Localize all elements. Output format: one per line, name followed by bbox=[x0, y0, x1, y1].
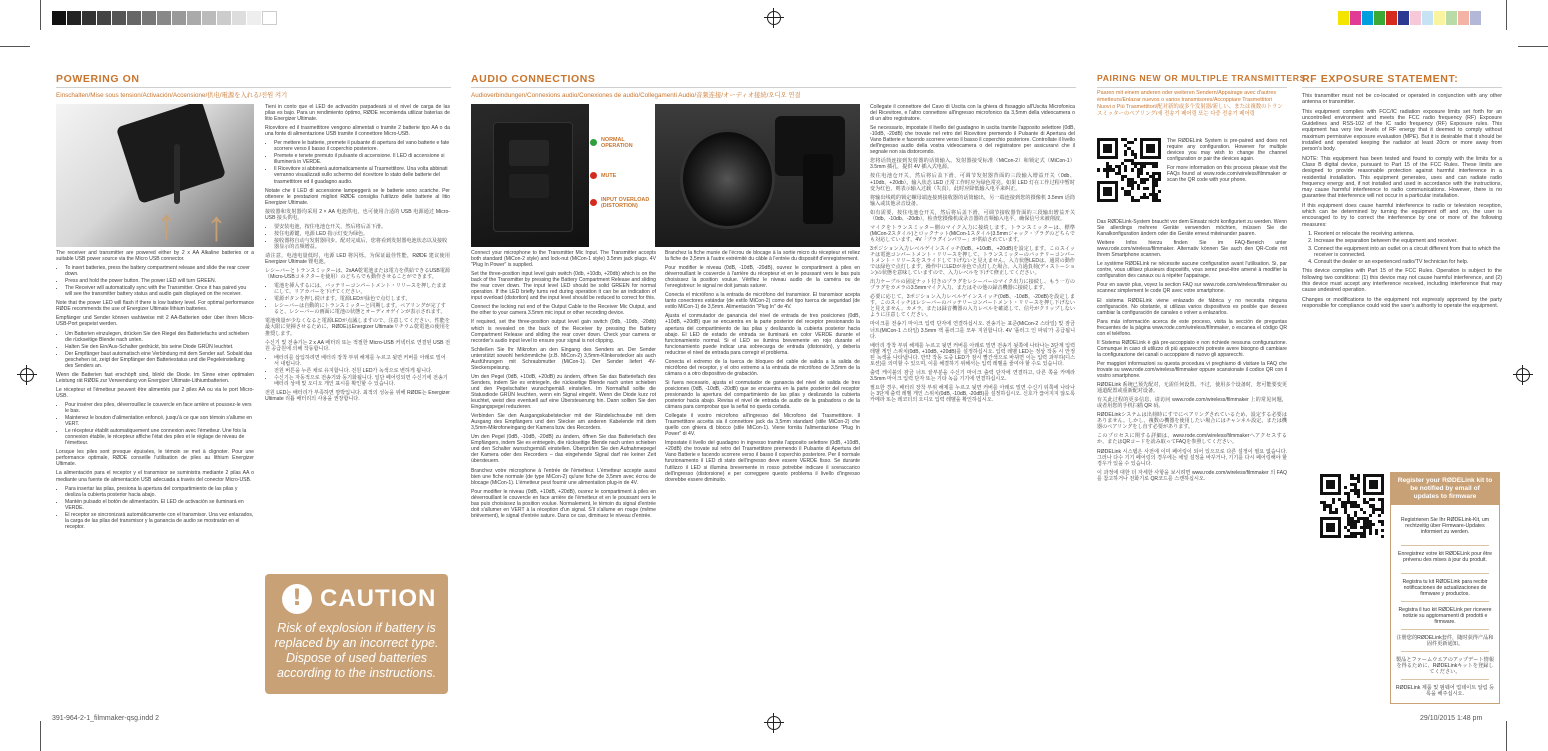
pairing-en-p1: The RØDELink System is pre-paired and does not require any configuration. However for multiple devices you may wish to change the channel configuration or pair the devices again. bbox=[1167, 138, 1287, 163]
arrow-up-icon: ↑ bbox=[156, 200, 177, 247]
audio-ja-p4: 必要に応じて、3ポジション入力レベルゲインスイッチ(0dB、-10dB、-20dB)を設定します。このスイッチはレシーバーのバッテリーコンパートメント・リリースを押し下げないと見えません。カメラ、または録音機器の入力レベルを確認して、信号がクリップしないように注意してください。 bbox=[870, 294, 1075, 319]
list-item: • 수신기는 자동적으로 전송기와 동기화됩니다. 일단 페어링되면 수신기에 전송기 배터리 상태 및 오디오 게인 표시를 확인할 수 있습니다. bbox=[274, 375, 450, 387]
crop-mark bbox=[0, 46, 30, 47]
divider bbox=[1401, 651, 1489, 652]
rf-column bbox=[1302, 93, 1502, 463]
audio-ja-p3: 出力ケーブルの固定ナット付きのプラグをレシーバーのマイク出力に接続し、もう一方のプラグをカメラの3.5mmマイク入力、またはその他の録音機器に接続します。 bbox=[870, 279, 1075, 292]
list-item: • 按住电源键，电源 LED 指示灯变为绿色。 bbox=[274, 231, 450, 237]
footer-filename: 391-964-2-1_filmmaker-qsg.indd 2 bbox=[52, 715, 159, 722]
audio-it-p4: Se necessario, impostate il livello del guadagno in uscita tramite l'apposito selettore (0dB, -10dB, -20dB) che trovate nel retro del Ricevitore premendo il Pulsante di Apertura del Vano Batterie e facendo scorrere verso il basso il coperchio posteriore. Controllate il livello dell'ingresso audio della vostra videocamera o del registratore per assicurarvi che il segnale non sia distorcendo. bbox=[870, 125, 1075, 156]
register-box bbox=[1390, 472, 1500, 704]
rf-p3: NOTE: This equipment has been tested and found to comply with the limits for a Class B digital device, pursuant to Part 15 of the FCC Rules. These limits are designed to provide reasonable protection against harmful interference in a residential installation. This equipment generates, uses and can radiate radio frequency energy and, if not installed and used in accordance with the instructions, may cause harmful interference to radio communications. However, there is no guarantee that interference will not occur in a particular installation. bbox=[1302, 155, 1502, 200]
audio-zh-p2: 按住电池仓开关，然后将后盖下滑，可调节发射器背面的三段输入增益开关（0db、+10db、+20db）。输入状态 LED 正常工作时应为绿色常亮。如果 LED 灯在工作过程中暂时变为红色，则表示输入过载（失真），此时应降低输入电平来纠正。 bbox=[870, 173, 1075, 192]
list-item: • Premete e tenete premuto il pulsante di accensione. Il LED di accensione si illuminerà in VERDE. bbox=[274, 153, 450, 165]
pairing-fr-p2: Pour en savoir plus, voyez la section FAQ sur www.rode.com/wireless/filmmaker ou scannez simplement le code QR avec votre smartphone. bbox=[1097, 282, 1287, 295]
registration-mark-top bbox=[767, 11, 781, 25]
list-item: • Mantén pulsado el botón de alimentación. El LED de activación se iluminará en VERDE. bbox=[65, 499, 254, 511]
rf-p2: This equipment complies with FCC/IC radiation exposure limits set forth for an uncontrolled environment and meets the FCC radio frequency (RF) Exposure Guidelines and RSS-102 of the IC radio frequency (RF) Exposure rules. This equipment has very low levels of RF energy that it deemed to comply without maximum permissive exposure evaluation (MPE). But it is desirable that it should be installed and operated keeping the radiator at least 20cm or more away from person's body. bbox=[1302, 108, 1502, 153]
divider bbox=[1401, 629, 1489, 630]
crop-mark bbox=[40, 721, 41, 751]
warning-icon: ! bbox=[282, 584, 312, 614]
register-item: 注册您的RØDELink套件，随时获得产品和固件更新通知。 bbox=[1396, 635, 1494, 647]
audio-es-p1: Conecta el micrófono a la entrada de micrófono del transmisor. El transmisor acepta tanto conectores estándar (de estilo MiCon-2) como del tipo tuerca de seguridad (de estilo MiCon-1) de 3,5mm. Alimentación "Plug In" de 4V. bbox=[665, 292, 860, 311]
register-item: Enregistrez votre kit RØDELink pour être prévenu des mises à jour du produit. bbox=[1398, 551, 1492, 563]
audio-fr-p3: Branchez la fiche munie de l'écrou de blocage à la sortie micro du récepteur et reliez la fiche de 3,5mm à l'autre extrémité du câble à l'entrée du dispositif d'enregistrement. bbox=[665, 250, 860, 263]
audio-column-2 bbox=[665, 250, 860, 700]
audio-es-p3: Conecta el extremo de la tuerca de bloqueo del cable de salida a la salida de micrófono del receptor, y el otro extremo a la entrada de micrófono de 3,5mm de la cámara o a otro dispositivo de grabación. bbox=[665, 358, 860, 377]
list-item: • 電池を挿入するには、バッテリーコンパートメント・リリースを押したままにして、リアカバーを下げてください。 bbox=[274, 283, 450, 295]
audio-column-3 bbox=[870, 104, 1075, 700]
audio-title: AUDIO CONNECTIONS bbox=[471, 73, 596, 85]
powering-zh-note: 请注意，电池电量低时，电源 LED 将闪烁。为保证最佳性能，RØDE 建议使用 Energizer Ultimate 锂电池。 bbox=[265, 252, 450, 266]
pairing-title: PAIRING NEW OR MULTIPLE TRANSMITTERS bbox=[1097, 73, 1306, 83]
powering-en-note: Note that the power LED will flash if there is low battery level. For optimal performance RØDE recommends the use of Energizer Ultimate lithium batteries. bbox=[56, 300, 254, 313]
audio-it-p3: Collegate il connettore del Cavo di Uscita con la ghiera di fissaggio all'Uscita Microfonica del Ricevitore, e l'altro connettore all'ingresso microfonico da 3,5mm della videocamera o di un altro registratore. bbox=[870, 104, 1075, 123]
list-item: • Halten Sie den Ein/Aus-Schalter gedrückt, bis seine Diode GRÜN leuchtet. bbox=[65, 344, 254, 350]
powering-ko-intro: 수신기 및 전송기는 2 x AA 배터리 또는 적절한 Micro-USB 커넥터로 연결된 USB 전원 공급원에 의해 작동합니다. bbox=[265, 339, 450, 352]
audio-ja-p1: マイクをトランスミッター側のマイク入力に接続します。トランスミッターは、標準(MiCon-2スタイル)とロックナット(MiCon-1スタイル)3.5mmジャック・プラグのどちらでも対応しています。4V「プラグインパワー」が供給されています。 bbox=[870, 224, 1075, 243]
audio-fr-p2: Pour modifier le niveau (0dB, +10dB, +20dB), ouvrez le compartiment à piles en déverrouillant le couvercle en face arrière de l'émetteur et en le poussant vers le bas puis choisissez la position voulue. Normalement, le témoin du signal d'entrée doit s'allumer en VERT à la réception d'un signal. S'il s'allume en rouge (même brièvement), le signal d'entrée sature. Dans ce cas, diminuez le niveau d'entrée. bbox=[471, 488, 656, 519]
pairing-ja-p2: このプロセスに関する詳細は、www.rode.com/wireless/filmmakerへアクセスするか、またはQRコードを読み取ってFAQを参照してください。 bbox=[1097, 433, 1287, 446]
audio-column-1 bbox=[471, 250, 656, 700]
list-item: 4. Consult the dealer or an experienced radio/TV technician for help. bbox=[1314, 259, 1502, 265]
register-item: Registra il tuo kit RØDELink per ricevere notizie su aggiornamenti di prodotti e firmware. bbox=[1398, 607, 1492, 625]
audio-es-p4: Si fuera necesario, ajusta el conmutador de ganancia del nivel de salida de tres posiciones (0dB, -10dB, -20dB) que se encuentra en la parte posterior del receptor presionando la apertura del compartimiento de las pilas y deslizando la cubierta posterior hacia abajo. Revisa el nivel de entrada de audio de la grabadora o de la cámara para comprobar que la señal no queda cortada. bbox=[665, 379, 860, 411]
pairing-en-text bbox=[1167, 138, 1287, 208]
powering-fr-intro: Le récepteur et l'émetteur peuvent être alimentés par 2 piles AA ou via le port Micro-USB. bbox=[56, 386, 254, 399]
register-heading: Register your RØDELink kit to be notified by email of updates to firmware bbox=[1391, 473, 1499, 505]
battery-photo bbox=[56, 104, 254, 247]
audio-es-p2: Ajusta el conmutador de ganancia del nivel de entrada de tres posiciones (0dB, +10dB, +20dB) que se encuentra en la parte posterior del receptor presionando la apertura del compartimiento de las pilas y deslizando la cubierta posterior hacia abajo. El LED de estado de entrada se iluminará en color VERDE durante el funcionamiento normal. Si el LED se ilumina brevemente en rojo durante el funcionamiento puede indicar una sobrecarga de entrada (distorsión), y debería reducirse el nivel de entrada para corregir el problema. bbox=[665, 313, 860, 356]
audio-subtitle: Audioverbindungen/Connexions audio/Conexiones de audio/Collegamenti Audio/音频连接/オーディオ接続/오디오 연결 bbox=[471, 92, 801, 99]
crop-mark bbox=[40, 0, 41, 30]
camera-photo bbox=[655, 104, 860, 247]
divider bbox=[1401, 601, 1489, 602]
pairing-subtitle: Paaren mit einem anderen oder weiteren Sendern/Appairage avec d'autres émetteurs/Enlazar nuevos o varios transmisores/Accoppiare Trasmettitori Nuovi o Più Trasmettitori/配对新的或多个发射器/新しい、または複数のトランスミッターのペアリング/새 전송기 페어링 또는 다중 전송기 페어링 bbox=[1097, 90, 1283, 117]
powering-column-2 bbox=[265, 104, 450, 569]
crop-mark bbox=[1506, 721, 1507, 751]
audio-ko-p4: 필요한 경우, 배터리 장착 부위 해제를 누르고 뒷면 커버를 아래로 밀면 수신기 뒤쪽에 나타나는 3단계 출력 레벨 게인 스위치(0dB, -10dB, -20dB)를 설정하십시오. 신호가 끊어지지 않도록 카메라 또는 레코더의 오디오 입력 레벨을 확인하십시오. bbox=[870, 384, 1075, 403]
caution-box bbox=[265, 574, 448, 694]
audio-zh-p1: 您将话筒连接到发射器的话筒输入。发射器接受标准（MiCon-2）和锁定式（MiCon-1）3.5mm 插孔，提供 4V 插入式电源。 bbox=[870, 158, 1075, 171]
pairing-fr-p1: Le système RØDELink ne nécessite aucune configuration avant l'utilisation. Si, par contre, vous utilisez plusieurs dispositifs, vous serez peut-être amené à modifier la configuration des canaux ou à répéter l'appairage. bbox=[1097, 261, 1287, 280]
caution-title: CAUTION bbox=[320, 585, 437, 612]
list-item: • Per mettere le batterie, premete il pulsante di apertura del vano batterie e fate scorrere verso il basso il coperchio posteriore. bbox=[274, 140, 450, 152]
list-item: • Der Empfänger baut automatisch eine Verbindung mit dem Sender auf. Sobald das geschehen ist, zeigt der Empfänger den Batteriestatus und die Pegeleinstellung des Senders an. bbox=[65, 351, 254, 369]
audio-ko-p1: 마이크를 전송기 마이크 입력 단자에 연결하십시오. 전송기는 표준(MiCon-2 스타일) 및 잠금 너트(MiCon-1 스타일) 3.5mm 잭 플러그를 모두 지원합니다. 4V '플러그 인 파워'가 공급됩니다. bbox=[870, 321, 1075, 340]
divider bbox=[1401, 573, 1489, 574]
list-item: • El receptor se sincronizará automáticamente con el transmisor. Una vez enlazados, la carga de las pilas del transmisor y la ganancia de audio se mostrarán en el receptor. bbox=[65, 512, 254, 530]
crop-mark bbox=[1506, 0, 1507, 30]
audio-ko-p3: 출력 케이블의 잠금 너트 끝부분을 수신기 마이크 출력 단자에 연결하고, 다른 쪽을 카메라 3.5mm 마이크 입력 단자 또는 기타 녹음 기기에 연결하십시오. bbox=[870, 369, 1075, 382]
rf-p5: This device complies with Part 15 of the FCC Rules. Operation is subject to the following two conditions: (1) this device may not cause harmful interference, and (2) this device must accept any interference received, including interference that may cause undesired operation. bbox=[1302, 268, 1502, 294]
pairing-it-p2: Per maggiori informazioni su questa procedura vi preghiamo di visitare la FAQ che trovate su www.rode.com/wireless/filmmaker oppure scansionate il codice QR con il vostro smartphone. bbox=[1097, 360, 1287, 380]
list-item: • 要安装电池，按住电池仓开关，然后将后盖下滑。 bbox=[274, 224, 450, 230]
pairing-zh-p2: 有关此过程的更多信息，请访问 www.rode.com/wireless/filmmaker 上的常见问题，或者用您的手机扫描 QR 码。 bbox=[1097, 397, 1287, 410]
powering-column-1 bbox=[56, 250, 254, 700]
pairing-es-p2: Para más información acerca de este proceso, visita la sección de preguntas frecuentes de la página www.rode.com/wireless/filmmaker, o escanea el código QR con el teléfono. bbox=[1097, 318, 1287, 337]
register-item: Registrieren Sie Ihr RØDELink-Kit, um rechtzeitig über Firmware-Updates informiert zu werden. bbox=[1400, 517, 1490, 535]
registration-mark-bottom bbox=[767, 716, 781, 730]
powering-ja-intro: レシーバーとトランスミッターは、2xAA乾電池または電力を供給できるUSB電源（Micro-USBコネクターを使用）のどちらでも動作させることができます。 bbox=[265, 268, 450, 281]
list-item: • Maintenez le bouton d'alimentation enfoncé, jusqu'à ce que son témoin s'allume en VERT. bbox=[65, 415, 254, 427]
audio-en-p2: Set the three-position input level gain switch (0db, +10db, +20db) which is on the back of the Transmitter by pressing the Battery Compartment Release and sliding the rear cover down. The input level LED should be solid GREEN for normal operation. If the LED briefly turns red during operation it can be an indication of input overload (distortion) and the input level should be reduced to correct for this. bbox=[471, 271, 656, 302]
red-led-icon bbox=[590, 172, 597, 179]
register-item: 製品とファームウエアのアップデート情報を得るために、RØDELinkキットを登録してください。 bbox=[1395, 657, 1495, 675]
rf-p6: Changes or modifications to the equipment not expressly approved by the party responsible for compliance could void the user's authority to operate the equipment. bbox=[1302, 296, 1502, 309]
print-grey-bar bbox=[52, 11, 277, 25]
powering-ko-note: 전원 LED는 배터리가 부족하면 깜박입니다. 최적의 성능을 위해 RØDE는 Energizer Ultimate 리튬 배터리의 사용을 권장합니다. bbox=[265, 389, 450, 402]
list-item: • 전원 버튼을 누른 채로 유지합니다. 전원 LED가 녹색으로 변하게 됩니다. bbox=[274, 368, 450, 374]
register-qr-code bbox=[1320, 474, 1384, 538]
led-normal-label: NORMAL OPERATION bbox=[601, 137, 633, 149]
audio-ja-p2: 3ポジション入力レベルゲインスイッチ(0dB、+10dB、+20dB)を設定します。このスイッチは電池コンパートメント・リリースを押して、トランスミッターのバッテリーコンパートメント・リリースをスライドして下げないと見えません。入力状態LEDは、通常の動作では緑色で点灯します。操作中にLEDが赤色で点灯した場合、入力過負荷(ディストーション)の状態を意味していますので、入力レベルを下げて修正してください。 bbox=[870, 245, 1075, 277]
list-item: • レシーバーは自動的にトランスミッターと同期します。ペアリングが完了すると、レシーバーの画面に電池の状態とオーディオゲインが表示されます。 bbox=[274, 303, 450, 315]
audio-de-p2: Um den Pegel (0dB, +10dB, +20dB) zu ändern, öffnen Sie das Batteriefach des Senders, indem Sie es entriegeln, die rückseitige Blende nach unten schieben und den Pegelschalter wunschgemäß einstellen. Im Normalfall sollte die Statusdiode GRÜN leuchten, wenn ein Signal eingeht. Wenn die Diode kurz rot leuchtet, weist dies eventuell auf eine Übersteuerung hin. Dann sollten Sie den Eingangspegel reduzieren. bbox=[471, 373, 656, 411]
rf-title: RF EXPOSURE STATEMENT: bbox=[1302, 73, 1459, 85]
list-item: • Pour insérer des piles, déverrouillez le couvercle en face arrière et poussez-le vers le bas. bbox=[65, 402, 254, 414]
rf-p1: This transmitter must not be co-located or operated in conjunction with any other antenna or transmitter. bbox=[1302, 93, 1502, 106]
footer-timestamp: 29/10/2015 1:48 pm bbox=[1420, 715, 1483, 722]
caution-text: Risk of explosion if battery is replaced by an incorrect type. Dispose of used batteries according to the instructions. bbox=[274, 621, 439, 680]
pairing-column bbox=[1097, 219, 1287, 704]
register-item: RØDELink 제품 및 펌웨어 업데이트 알림 등록을 해주십시오. bbox=[1395, 685, 1495, 697]
audio-en-p3: Connect the locking nut end of the Output Cable to the Receiver Mic Output, and the other to your camera 3.5mm mic input or other recording device. bbox=[471, 304, 656, 317]
divider bbox=[471, 87, 1076, 88]
pairing-en-p2: For more information on this process please visit the FAQs found at www.rode.com/wireless/filmmaker or scan the QR code with your phone. bbox=[1167, 165, 1287, 184]
list-item: 1. Reorient or relocate the receiving antenna. bbox=[1314, 231, 1502, 237]
list-item: • 배터리를 삽입하려면 배터리 장착 부위 해제를 누르고 뒷면 커버를 아래로 밀어서 내립니다. bbox=[274, 355, 450, 367]
register-item: Registra tu kit RØDELink para recibir notificaciones de actualizaciones de firmware y productos. bbox=[1402, 579, 1488, 597]
powering-subtitle: Einschalten/Mise sous tension/Activación/Accensione/供电/電源を入れる/전원 켜기 bbox=[56, 92, 288, 99]
pairing-ja-p1: RØDELinkシステムは出荷時にすでにペアリングされているため、設定する必要はありません。しかし、複数の機器を使用したい場合にはチャンネル設定、または機器のペアリングをし直す必要があります。 bbox=[1097, 412, 1287, 431]
audio-en-p1: Connect your microphone to the Transmitter Mic Input. The Transmitter accepts both standard (MiCon-2 style) and lock-nut (MiCon-1 style) 3.5mm jack plugs. 4V "Plug In Power" is supplied. bbox=[471, 250, 656, 269]
pairing-de-p2: Weitere Infos hierzu finden Sie im FAQ-Bereich unter www.rode.com/wireless/filmmaker. Alternativ können Sie auch den QR-Code mit Ihrem Smartphone scannen. bbox=[1097, 240, 1287, 259]
pairing-ko-p1: RØDELink 시스템은 사전에 이미 페어링이 되어 있으므로 다른 설정이 필요 없습니다. 그러나 다수 기기 페어링의 경우에는 채널 설정을 바꾸거나, 기기를 다시 페어링해야 할 경우가 있을 수 있습니다. bbox=[1097, 448, 1287, 467]
audio-zh-p3: 将输出线缆的锁定螺母端连接到接收器的话筒输出，另一端连接到您的摄像机 3.5mm 话筒输入或其他录音设备。 bbox=[870, 194, 1075, 207]
powering-fr-note: Lorsque les piles sont presque épuisées, le témoin se met à clignoter. Pour une performance optimale, RØDE conseille l'utilisation de piles au lithium Energizer Ultimate. bbox=[56, 449, 254, 468]
rf-p4: If this equipment does cause harmful interference to radio or television reception, which can be determined by turning the equipment off and on, the user is encouraged to try to correct the interference by one or more of the following measures: bbox=[1302, 202, 1502, 228]
powering-it-note: Notate che il LED di accensione lampeggerà se le batterie sono scariche. Per ottenere le prestazioni migliori RØDE consiglia l'utilizzo delle batterie al litio Energizer Ultimate. bbox=[265, 187, 450, 206]
list-item: • Um Batterien einzulegen, drücken Sie den Riegel des Batteriefachs und schieben die rückseitige Blende nach unten. bbox=[65, 331, 254, 343]
green-led-icon bbox=[590, 139, 597, 146]
divider bbox=[1302, 87, 1502, 88]
audio-de-p1: Schließen Sie Ihr Mikrofon an den Eingang des Senders an. Der Sender unterstützt sowohl herkömmliche (z.B. MiCon-2) 3,5mm-Klinkenstecker als auch Ausführungen mit Schraubmutter (MiCon-1). Der Sender liefert 4V-Steckerspeisung. bbox=[471, 346, 656, 371]
list-item: • 電源ボタンを押し続けます。電源LEDが緑色で点灯します。 bbox=[274, 296, 450, 302]
audio-it-p2: Impostate il livello del guadagno in ingresso tramite l'apposito selettore (0dB, +10dB, +20dB) che trovate sul retro del Trasmettitore premendo il Pulsante di Apertura del Vano Batterie e facendo scorrere verso il basso il coperchio posteriore. Per il normale funzionamento il LED di stato dell'ingresso deve essere VERDE fisso. Se durante l'utilizzo il LED si illumina brevemente in rosso potrebbe indicare il sovraccarico dell'ingresso (distorsione) e per correggere questo problema il livello d'ingresso dovrebbe essere diminuito. bbox=[665, 440, 860, 483]
pairing-qr-code bbox=[1097, 138, 1161, 202]
powering-en-intro: The receiver and transmitter are powered either by 2 x AA Alkaline batteries or a suitable USB power source via the Micro USB connector. bbox=[56, 250, 254, 263]
list-item: • The Receiver will automatically sync with the Transmitter. Once it has paired you will see the transmitter battery status and audio gain displayed on the receiver. bbox=[65, 285, 254, 297]
powering-it-intro: Ricevitore ed il trasmettitore vengono alimentati o tramite 2 batterie tipo AA o da una fonte di alimentazione USB tramite il connettore Micro-USB. bbox=[265, 125, 450, 138]
divider bbox=[56, 87, 451, 88]
transmitter-photo bbox=[471, 104, 589, 247]
registration-mark-right bbox=[1516, 368, 1530, 382]
audio-fr-p4: Pour modifier le niveau (0dB, -10dB, -20dB), ouvrez le compartiment à piles en déverrouillant le couvercle à l'arrière du récepteur et en le poussant vers le bas puis choisissez la position voulue. Vérifiez le niveau audio de la caméra ou de l'enregistreur: le signal ne doit jamais saturer. bbox=[665, 265, 860, 290]
divider bbox=[1401, 545, 1489, 546]
print-color-bar bbox=[1338, 11, 1482, 25]
powering-zh-intro: 接收器和发射器均采用 2 × AA 电池供电，也可使用合适的 USB 电源通过 Micro-USB 接头供电。 bbox=[265, 208, 450, 221]
red-led-icon bbox=[590, 199, 597, 206]
audio-fr-p1: Branchez votre microphone à l'entrée de l'émetteur. L'émetteur accepte aussi bien une fiche normale (de type MiCon-2) qu'une fiche de 3,5mm avec écrou de blocage (MiCon-1). L'émetteur peut fournir une alimentation plug-in de 4V. bbox=[471, 467, 656, 486]
list-item: • Para insertar las pilas, presiona la apertura del compartimiento de las pilas y desliza la cubierta posterior hacia abajo. bbox=[65, 486, 254, 498]
powering-title: POWERING ON bbox=[56, 73, 140, 85]
crop-mark bbox=[1518, 46, 1548, 47]
powering-es-note: Tieni in conto que el LED de activación parpadeará si el nivel de carga de las pilas es bajo. Para un rendimiento óptimo, RØDE recomienda utilizar baterías de litio Energizer Ultimate. bbox=[265, 104, 450, 123]
audio-de-p3: Verbinden Sie den Ausgangskabelstecker mit der Rändelschraube mit dem Ausgang des Empfängers und den Stecker am anderen Kabelende mit dem 3,5mm-Mikrofoneingang der Kamera bzw. des Recorders. bbox=[471, 413, 656, 432]
list-item: 2. Increase the separation between the equipment and receiver. bbox=[1314, 238, 1502, 244]
pairing-de-p1: Das RØDELink-System braucht vor dem Einsatz nicht konfiguriert zu werden. Wenn Sie allerdings mehrere Geräte verwenden möchten, müssen Sie die Kanalkonfiguration ändern oder die Geräte erneut miteinander paaren. bbox=[1097, 219, 1287, 238]
audio-de-p4: Um den Pegel (0dB, -10dB, -20dB) zu ändern, öffnen Sie das Batteriefach des Empfängers, indem Sie es entriegeln, die rückseitige Blende nach unten schieben und den Schalter wunschgemäß einstellen. Überprüfen Sie den Aufnahmepegel der Kamera oder des Recorders – das eingehende Signal darf nie keiner Zeit übersteuern. bbox=[471, 434, 656, 465]
arrow-up-icon: ↑ bbox=[206, 202, 227, 247]
list-item: • To insert batteries, press the battery compartment release and slide the rear cover down. bbox=[65, 265, 254, 277]
list-item: • Le récepteur établit automatiquement une connexion avec l'émetteur. Une fois la connexion établie, le récepteur affiche l'état des piles et le réglage de niveau de l'émetteur. bbox=[65, 428, 254, 446]
audio-zh-p4: 如有需要，按住电池仓开关，然后将后盖下滑，可调节接收器背面的三段输出增益开关（0db、-10db、-20db）。检查您摄像机或录音器的音频输入电平，确保信号未被削波。 bbox=[870, 209, 1075, 222]
list-item: • 接收器将自动与发射器同步。配对完成后，您将看到发射器电池状态以及接收器显示的音频增益。 bbox=[274, 238, 450, 250]
pairing-it-p1: Il Sistema RØDELink è già pre-accoppiato e non richiede nessuna configurazione. Comunque in caso di utilizzo di più apparecchi potreste avere bisogno di cambiare la configurazione dei canali o accoppiare di nuovo gli apparecchi. bbox=[1097, 339, 1287, 358]
registration-mark-left bbox=[20, 368, 34, 382]
audio-en-p4: If required, set the three-position output level gain switch (0db, -10db, -20db) which is revealed on the back of the Receiver by pressing the Battery Compartment Release and sliding the rear cover down. Check your camera or recorder's audio input level to ensure your signal is not clipping. bbox=[471, 319, 656, 344]
powering-de-note: Wenn die Batterien fast erschöpft sind, blinkt die Diode. Im Sinne einer optimalen Leistung rät RØDE zur Verwendung von Energizer Ultimate-Lithiumbatterien. bbox=[56, 371, 254, 384]
powering-de-intro: Empfänger und Sender können wahlweise mit 2 AA-Batterien oder über ihren Micro-USB-Port gespeist werden. bbox=[56, 315, 254, 328]
powering-es-intro: La alimentación para el receptor y el transmisor se suministra mediante 2 pilas AA o mediante una fuente de alimentación USB adecuada a través del conector Micro-USB. bbox=[56, 470, 254, 483]
pairing-ko-p2: 이 과정에 대한 더 자세한 사항을 보시려면 www.rode.com/wireless/filmmaker 의 FAQ를 참고하거나 전화기로 QR코드를 스캔하십시오. bbox=[1097, 469, 1287, 482]
list-item: 3. Connect the equipment into an outlet on a circuit different from that to which the receiver is connected. bbox=[1314, 246, 1502, 259]
audio-ko-p2: 배터리 장착 부위 해제를 누르고 뒷면 커버를 아래로 밀면 전송기 뒷쪽에 나타나는 3단계 입력 레벨 게인 스위치(0dB, +10dB, +20dB)를 설정하십시오. 입력 레벨 LED는 정상 작동 시 안정된 녹색을 나타냅니다. 만약 작동 도중 LED가 잠시 빨간색으로 바뀌면 이는 입력 과부하(디스토션)를 의미할 수 있으며, 이를 해결하기 위해서는 입력 레벨을 줄여야 할 수도 있습니다. bbox=[870, 342, 1075, 367]
list-item: • Il Ricevitore si abbinerà automaticamente al Trasmettitore. Una volta abbinati verranno visualizzati sullo schermo del ricevitore lo stato delle batterie del trasmettitore ed il guadagno audio. bbox=[274, 166, 450, 184]
powering-ja-note: 電池残量が少なくなると電源LEDが点滅しますので、注意してください。性能を最大限に発揮させるために、RØDEはEnergizer Ultimateリチウム乾電池の使用を推奨します。 bbox=[265, 318, 450, 337]
list-item: • Press and hold the power button. The power LED will turn GREEN. bbox=[65, 278, 254, 284]
led-mute-label: MUTE bbox=[601, 173, 617, 179]
divider bbox=[1401, 679, 1489, 680]
divider bbox=[1097, 87, 1287, 88]
led-overload-label: INPUT OVERLOAD (DISTORTION) bbox=[601, 197, 650, 209]
audio-it-p1: Collegate il vostro microfono all'ingresso del Microfono del Trasmettitore. Il Trasmettitore accetta sia il connettore jack da 3,5mm standard (stile MiCon-2) che quello con ghiera di blocco (stile MiCon-1). Viene fornita l'alimentazione "Plug In Power" di 4V. bbox=[665, 413, 860, 438]
pairing-zh-p1: RØDELink 系统已预先配对，无需任何设置。不过，使用多个设备时，您可能要变更通道配置或重新配对设备。 bbox=[1097, 382, 1287, 395]
pairing-es-p1: El sistema RØDELink viene enlazado de fábrica y no necesita ninguna configuración. No obstante, si utilizas varios dispositivos es posible que desees cambiar la configuración de canales o volver a enlazarlos. bbox=[1097, 297, 1287, 316]
